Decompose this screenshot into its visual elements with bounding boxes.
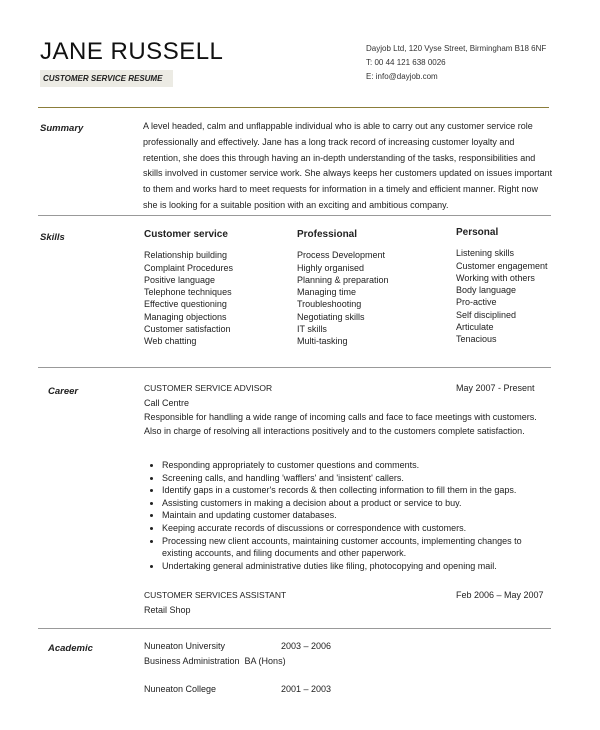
job-title: CUSTOMER SERVICES ASSISTANT: [144, 590, 287, 600]
skill-item: Troubleshooting: [297, 299, 362, 310]
skill-item: Working with others: [456, 272, 535, 283]
job-dates: May 2007 - Present: [456, 383, 535, 393]
duty-item: • Responding appropriately to customer questions and comments.: [162, 459, 552, 472]
duty-item: • Keeping accurate records of discussions or correspondence with customers.: [162, 522, 552, 535]
skill-item: Managing objections: [144, 311, 227, 322]
skill-item: Listening skills: [456, 248, 515, 259]
skill-item: Customer satisfaction: [144, 324, 231, 335]
section-divider: [38, 628, 551, 629]
job-duties-list: [144, 459, 552, 572]
candidate-name: JANE RUSSELL: [40, 38, 224, 65]
academic-label: Academic: [48, 643, 93, 654]
phone: T: 00 44 121 638 0026: [366, 58, 446, 67]
address: Dayjob Ltd, 120 Vyse Street, Birmingham B18 6NF: [366, 44, 547, 53]
skill-item: Highly organised: [297, 262, 365, 273]
skills-column-customer-service: [144, 229, 233, 348]
column-title: Professional: [297, 229, 358, 240]
duty-item: • Undertaking general administrative duties like filing, photocopying and opening mail.: [162, 560, 552, 573]
institution: Nuneaton University: [144, 641, 226, 651]
skills-column-professional: [297, 229, 389, 348]
resume-subtitle: CUSTOMER SERVICE RESUME: [40, 70, 173, 87]
skills-label: Skills: [40, 232, 65, 243]
skill-item: Web chatting: [144, 336, 197, 347]
skill-item: Positive language: [144, 274, 216, 285]
career-label: Career: [48, 386, 79, 397]
academic-dates: 2001 – 2003: [281, 684, 332, 694]
job-employer: Call Centre: [144, 398, 190, 408]
skill-item: Process Development: [297, 250, 386, 261]
duty-item: • Processing new client accounts, maintaining customer accounts, implementing changes to existing accounts, and filing documents and other paperwork.: [162, 535, 552, 560]
skill-item: Pro-active: [456, 297, 497, 308]
email: E: info@dayjob.com: [366, 72, 438, 81]
skill-item: Self disciplined: [456, 309, 517, 320]
job-employer: Retail Shop: [144, 605, 191, 615]
header-divider: [38, 107, 549, 108]
skill-item: Negotiating skills: [297, 311, 365, 322]
duty-item: • Assisting customers in making a decision about a product or service to buy.: [162, 497, 552, 510]
skill-item: IT skills: [297, 324, 327, 335]
column-title: Personal: [456, 227, 499, 238]
course: Business Administration BA (Hons): [144, 656, 286, 666]
duty-item: • Screening calls, and handling 'wafflers' and 'insistent' callers.: [162, 472, 552, 485]
section-divider: [38, 367, 551, 368]
skill-item: Multi-tasking: [297, 336, 348, 347]
skill-item: Telephone techniques: [144, 287, 232, 298]
skill-item: Managing time: [297, 287, 357, 298]
skill-item: Customer engagement: [456, 260, 548, 271]
summary-label: Summary: [40, 123, 84, 134]
summary-text: A level headed, calm and unflappable individual who is able to carry out any customer service role professionally and effectively. Jane has a long track record of increasing customer loyalty and retention, she does this through having an in-depth understanding of the tasks, responsibilities and skills involved in customer service work. She always keeps her customers updated on issues important to them and works hard to meet requests for information in a timely and efficient manner. Right now she is looking for a suitable position with an exciting and ambitious company.: [143, 121, 553, 210]
column-title: Customer service: [144, 229, 228, 240]
duty-item: • Identify gaps in a customer's records & then collecting information to fill them in the gaps.: [162, 484, 552, 497]
contact-block: [366, 42, 546, 84]
skill-item: Articulate: [456, 322, 494, 333]
skill-item: Complaint Procedures: [144, 262, 234, 273]
job-dates: Feb 2006 – May 2007: [456, 590, 544, 600]
skill-item: Planning & preparation: [297, 274, 389, 285]
academic-dates: 2003 – 2006: [281, 641, 332, 651]
skill-item: Relationship building: [144, 250, 228, 261]
section-divider: [38, 215, 551, 216]
job-title: CUSTOMER SERVICE ADVISOR: [144, 383, 273, 393]
job-description: Responsible for handling a wide range of incoming calls and face to face meetings with customers. Also in charge of resolving all interactions positively and to the customers complete satisfaction.: [144, 412, 537, 436]
skill-item: Effective questioning: [144, 299, 227, 310]
skill-item: Tenacious: [456, 334, 497, 345]
skill-item: Body language: [456, 285, 517, 296]
skills-column-personal: [456, 227, 548, 346]
duty-item: • Maintain and updating customer databases.: [162, 509, 552, 522]
institution: Nuneaton College: [144, 684, 217, 694]
